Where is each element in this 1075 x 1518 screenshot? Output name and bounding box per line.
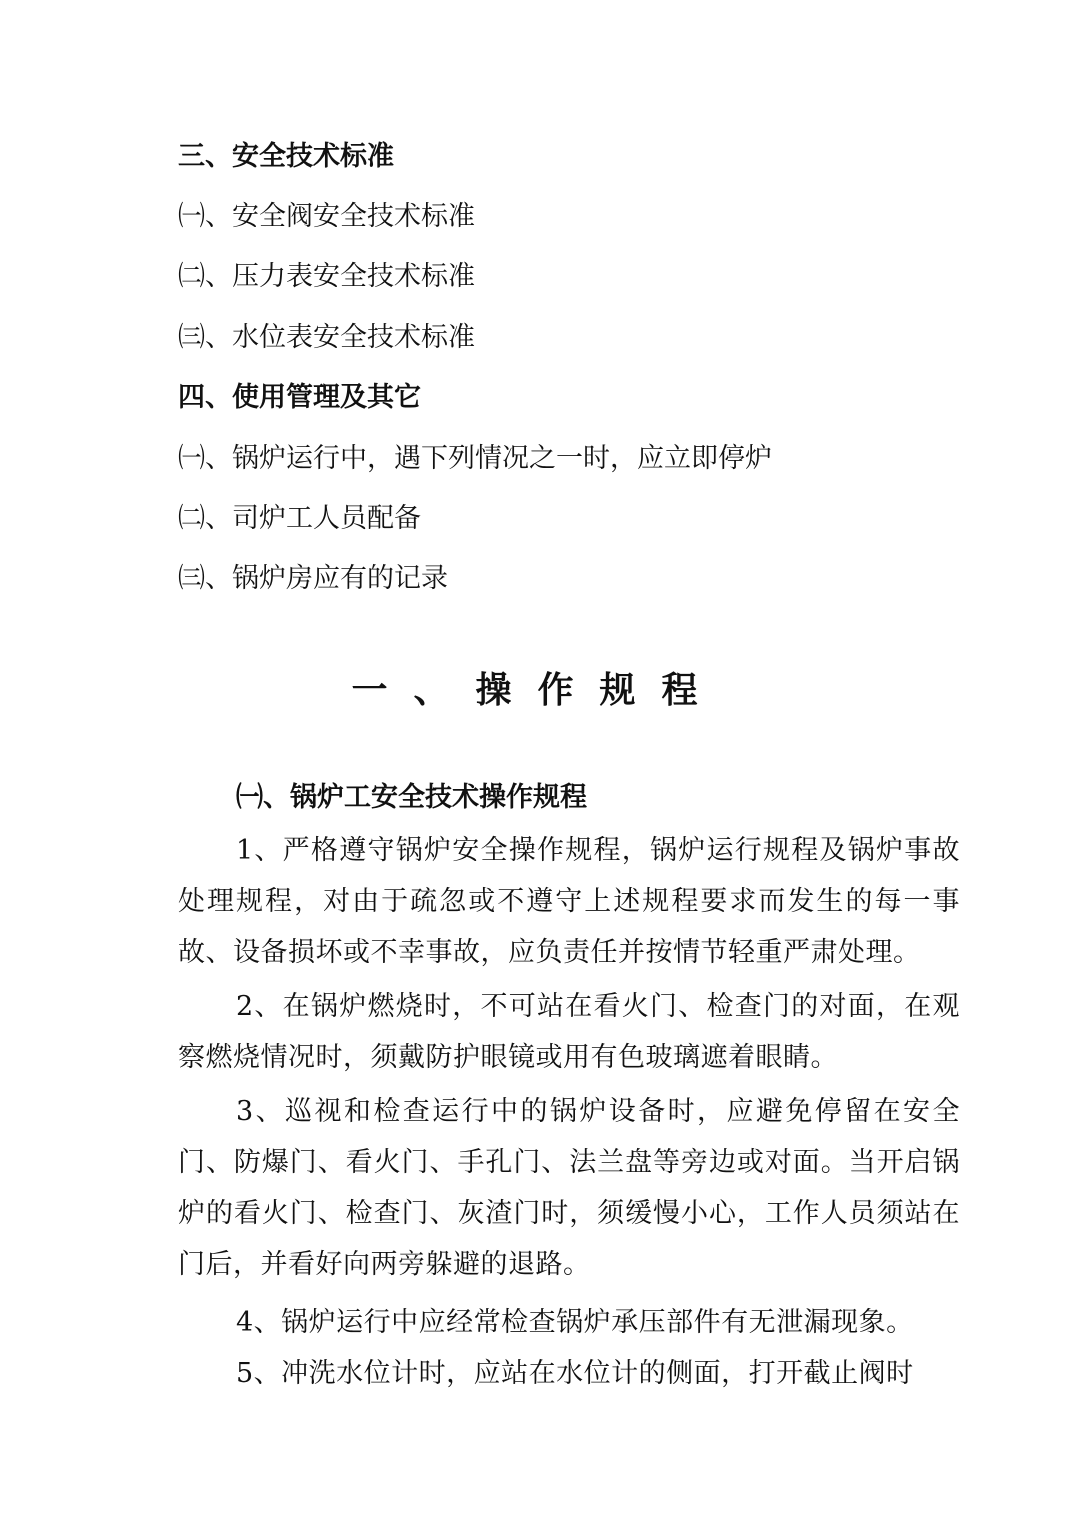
paragraph-4: 4、锅炉运行中应经常检查锅炉承压部件有无泄漏现象。 bbox=[236, 1307, 914, 1338]
paragraph-3: 3、巡视和检查运行中的锅炉设备时，应避免停留在安全门、防爆门、看火门、手孔门、法兰盘等旁边或对面。当开启锅炉的看火门、检查门、灰渣门时，须缓慢小心，工作人员须站在门后，并看好向两旁躲避的退路。 bbox=[178, 1096, 960, 1280]
chapter-title: 一、操作规程 bbox=[351, 670, 724, 711]
paragraph-5: 5、冲洗水位计时，应站在水位计的侧面，打开截止阀时 bbox=[236, 1358, 914, 1389]
chapter-subheading: ㈠、锅炉工安全技术操作规程 bbox=[236, 782, 587, 813]
section3-heading: 三、安全技术标准 bbox=[178, 141, 394, 172]
paragraph-1: 1、严格遵守锅炉安全操作规程，锅炉运行规程及锅炉事故处理规程，对由于疏忽或不遵守上述规程要求而发生的每一事故、设备损坏或不幸事故，应负责任并按情节轻重严肃处理。 bbox=[178, 835, 960, 968]
section4-item-2: ㈡、司炉工人员配备 bbox=[178, 503, 421, 534]
section3-item-3: ㈢、水位表安全技术标准 bbox=[178, 322, 475, 353]
section3-item-1: ㈠、安全阀安全技术标准 bbox=[178, 201, 475, 232]
paragraph-2: 2、在锅炉燃烧时，不可站在看火门、检查门的对面，在观察燃烧情况时，须戴防护眼镜或用有色玻璃遮着眼睛。 bbox=[178, 991, 960, 1073]
section4-heading: 四、使用管理及其它 bbox=[178, 382, 421, 413]
section3-item-2: ㈡、压力表安全技术标准 bbox=[178, 261, 475, 292]
section4-item-3: ㈢、锅炉房应有的记录 bbox=[178, 563, 448, 594]
section4-item-1: ㈠、锅炉运行中，遇下列情况之一时，应立即停炉 bbox=[178, 443, 772, 474]
